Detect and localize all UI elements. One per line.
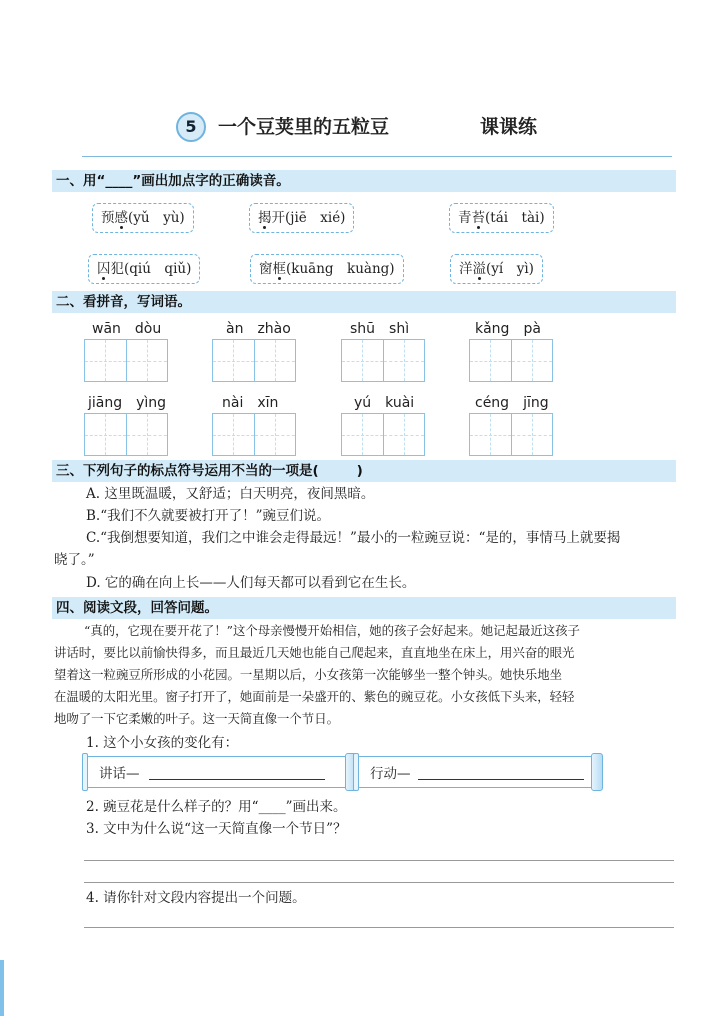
option-a: A. 这里既温暖，又舒适；白天明亮，夜间黑暗。 [86, 486, 375, 502]
passage-line: 地吻了一下它柔嫩的叶子。这一天简直像一个节日。 [54, 711, 339, 726]
header-divider [82, 156, 672, 157]
question-3: 3. 文中为什么说“这一天简直像一个节日”？ [86, 821, 347, 837]
option-b: B.“我们不久就要被打开了！”豌豆们说。 [86, 508, 331, 524]
passage-line: 在温暖的太阳光里。窗子打开了，她面前是一朵盛开的、紫色的豌豆花。小女孩低下头来，轻轻 [54, 689, 575, 704]
answer-box-speech[interactable] [86, 756, 350, 788]
scroll-end [82, 753, 88, 791]
reading-options: (kuāng kuàng) [286, 261, 395, 277]
option-c: C.“我倒想要知道，我们之中谁会走得最远！”最小的一粒豌豆说：“是的，事情马上就要揭 [86, 530, 621, 546]
passage-line: “真的，它现在要开花了！”这个母亲慢慢开始相信，她的孩子会好起来。她记起最近这孩子 [84, 623, 580, 638]
section2-title: 二、看拼音，写词语。 [52, 291, 676, 313]
word-char: 青 [458, 210, 472, 226]
reading-options: (jiē xié) [285, 210, 346, 226]
dotted-char: 感 [114, 210, 128, 226]
answer-line[interactable] [84, 927, 674, 928]
dotted-char: 囚 [97, 261, 111, 277]
word-item-4[interactable] [88, 254, 200, 284]
pinyin-label: jiāng yìng [88, 395, 167, 411]
reading-options: (yǔ yù) [128, 210, 185, 226]
answer-box-label: 行动— [370, 766, 411, 782]
scroll-roll [591, 753, 603, 791]
writing-grid[interactable] [469, 339, 553, 382]
word-char: 犯 [110, 261, 124, 277]
question-4: 4. 请你针对文段内容提出一个问题。 [86, 890, 306, 906]
dotted-char: 溢 [472, 261, 486, 277]
writing-grid[interactable] [212, 413, 296, 456]
word-item-3[interactable] [449, 203, 554, 233]
lesson-tag: 课课练 [480, 116, 538, 138]
answer-box-action[interactable] [357, 756, 596, 788]
reading-options: (qiú qiǔ) [124, 261, 192, 277]
word-item-5[interactable] [250, 254, 404, 284]
writing-grid[interactable] [469, 413, 553, 456]
reading-options: (yí yì) [486, 261, 534, 277]
option-c-cont: 晓了。” [54, 552, 95, 568]
lesson-number: 5 [176, 112, 206, 142]
section3-title-end: ) [356, 463, 363, 479]
pinyin-label: shū shì [350, 321, 410, 337]
pinyin-label: àn zhào [226, 321, 291, 337]
passage-line: 望着这一粒豌豆所形成的小花园。一星期以后，小女孩第一次能够坐一整个钟头。她快乐地坐 [54, 667, 563, 682]
answer-box-label: 讲话— [99, 766, 140, 782]
writing-grid[interactable] [84, 339, 168, 382]
pinyin-label: wān dòu [92, 321, 162, 337]
scroll-end [353, 753, 359, 791]
word-item-6[interactable] [450, 254, 543, 284]
word-char: 窗 [259, 261, 273, 277]
word-char: 开 [271, 210, 285, 226]
dotted-char: 框 [272, 261, 286, 277]
word-char: 预 [101, 210, 115, 226]
dotted-char: 揭 [258, 210, 272, 226]
section4-title: 四、阅读文段，回答问题。 [52, 597, 676, 619]
section1-title: 一、用“____”画出加点字的正确读音。 [52, 170, 676, 192]
question-2: 2. 豌豆花是什么样子的？用“____”画出来。 [86, 799, 347, 815]
writing-grid[interactable] [341, 339, 425, 382]
answer-underline [149, 779, 325, 780]
writing-grid[interactable] [212, 339, 296, 382]
pinyin-label: céng jīng [475, 395, 549, 411]
word-item-1[interactable] [92, 203, 194, 233]
word-item-2[interactable] [249, 203, 354, 233]
question-1: 1. 这个小女孩的变化有： [86, 735, 239, 751]
dotted-char: 苔 [471, 210, 485, 226]
option-d: D. 它的确在向上长——人们每天都可以看到它在生长。 [86, 575, 416, 591]
reading-options: (tái tài) [485, 210, 545, 226]
section3-title [52, 460, 676, 482]
passage-line: 讲话时，要比以前愉快得多，而且最近几天她也能自己爬起来，直直地坐在床上，用兴奋的眼光 [54, 645, 575, 660]
section3-title-text: 三、下列句子的标点符号运用不当的一项是( [56, 463, 319, 479]
pinyin-label: nài xīn [222, 395, 279, 411]
writing-grid[interactable] [341, 413, 425, 456]
pinyin-label: kǎng pà [475, 321, 541, 337]
answer-underline [418, 779, 584, 780]
lesson-title: 一个豆荚里的五粒豆 [218, 116, 390, 138]
pinyin-label: yú kuài [354, 395, 415, 411]
page-edge-strip [0, 960, 4, 1016]
answer-line[interactable] [84, 882, 674, 883]
word-char: 洋 [459, 261, 473, 277]
answer-paren[interactable] [319, 463, 357, 480]
writing-grid[interactable] [84, 413, 168, 456]
answer-line[interactable] [84, 860, 674, 861]
